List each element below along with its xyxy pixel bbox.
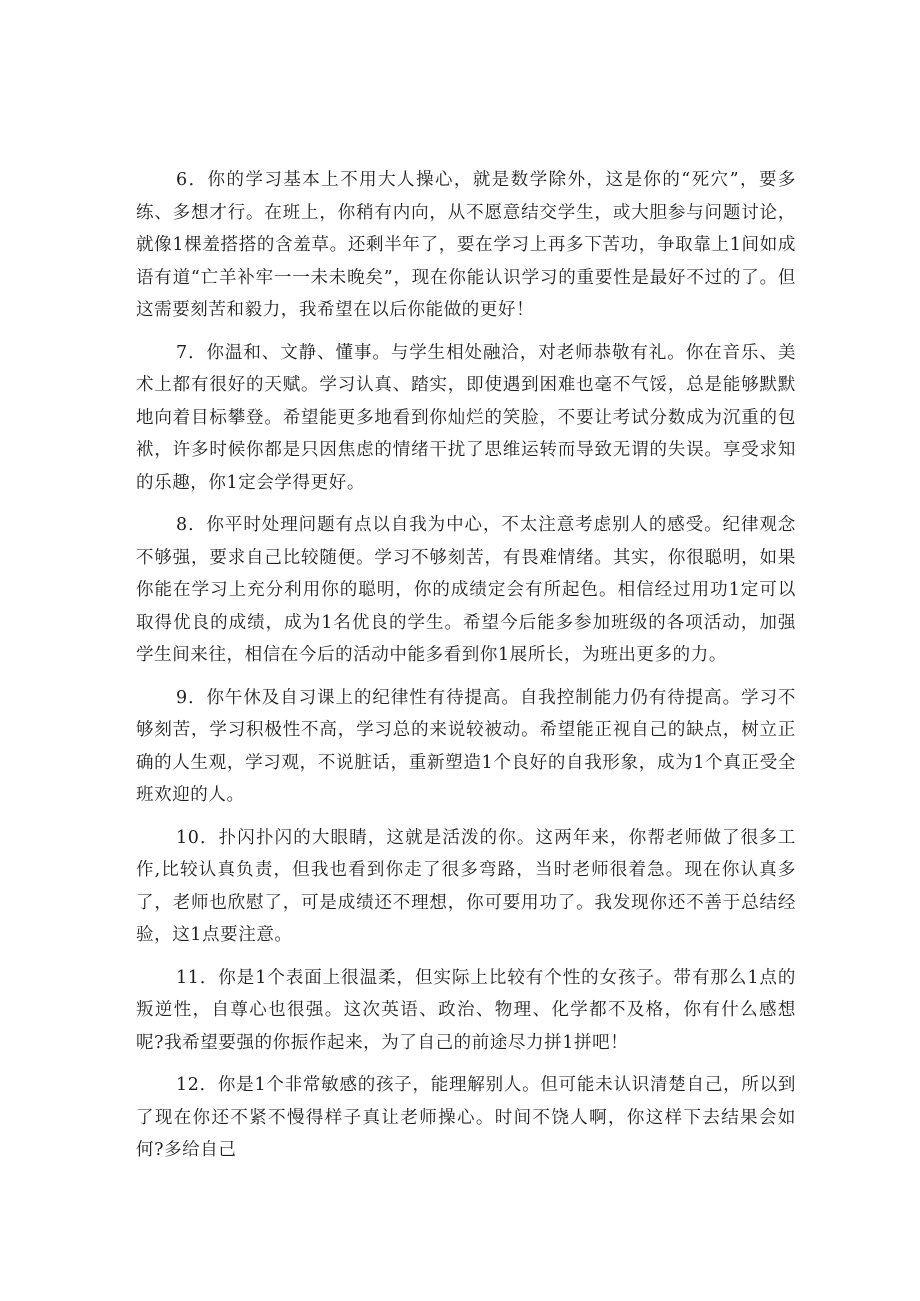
number-separator: ．	[187, 515, 207, 535]
paragraph-number: 9	[176, 687, 188, 708]
paragraph-number: 10	[176, 827, 200, 848]
paragraph-number: 7	[176, 342, 188, 363]
comment-paragraph-6	[136, 164, 796, 327]
comment-paragraph-10	[136, 822, 796, 952]
number-separator: ．	[199, 1075, 218, 1095]
document-body	[136, 164, 796, 1177]
paragraph-text: 你是1个非常敏感的孩子，能理解别人。但可能未认识清楚自己，所以到了现在你还不紧不慢得样子真让老师操心。时间不饶人啊，你这样下去结果会如何?多给自己	[136, 1075, 796, 1160]
comment-paragraph-9	[136, 682, 796, 812]
number-separator: ．	[199, 967, 219, 988]
paragraph-text: 你的学习基本上不用大人操心，就是数学除外，这是你的“死穴”，要多练、多想才行。在班上，你稍有内向，从不愿意结交学生，或大胆参与问题讨论，就像1棵羞搭搭的含羞草。还剩半年了，要在学习上再多下苦功，争取靠上1间如成语有道“亡羊补牢一一未未晚矣”，现在你能认识学习的重要性是最好不过的了。但这需要刻苦和毅力，我希望在以后你能做的更好！	[136, 170, 796, 320]
paragraph-text: 扑闪扑闪的大眼睛，这就是活泼的你。这两年来，你帮老师做了很多工作,比较认真负责，但我也看到你走了很多弯路，当时老师很着急。现在你认真多了，老师也欣慰了，可是成绩还不理想，你可要用功了。我发现你还不善于总结经验，这1点要注意。	[136, 827, 796, 945]
paragraph-number: 6	[176, 170, 188, 190]
paragraph-number: 8	[176, 515, 188, 535]
number-separator: ．	[187, 687, 207, 708]
comment-paragraph-12	[136, 1069, 796, 1167]
paragraph-number: 12	[176, 1075, 200, 1095]
number-separator: ．	[187, 170, 208, 190]
paragraph-text: 你温和、文静、懂事。与学生相处融洽，对老师恭敬有礼。你在音乐、美术上都有很好的天赋。学习认真、踏实，即使遇到困难也毫不气馁，总是能够默默地向着目标攀登。希望能更多地看到你灿烂的笑脸，不要让考试分数成为沉重的包袱，许多时候你都是只因焦虑的情绪干扰了思维运转而导致无谓的失误。享受求知的乐趣，你1定会学得更好。	[136, 342, 796, 493]
paragraph-text: 你是1个表面上很温柔，但实际上比较有个性的女孩子。带有那么1点的叛逆性，自尊心也很强。这次英语、政治、物理、化学都不及格，你有什么感想呢?我希望要强的你振作起来，为了自己的前途尽力拼1拼吧！	[136, 967, 796, 1053]
number-separator: ．	[187, 342, 207, 363]
paragraph-number: 11	[176, 967, 200, 988]
comment-paragraph-8	[136, 509, 796, 672]
comment-paragraph-7	[136, 337, 796, 500]
paragraph-text: 你平时处理问题有点以自我为中心，不太注意考虑别人的感受。纪律观念不够强，要求自己比较随便。学习不够刻苦，有畏难情绪。其实，你很聪明，如果你能在学习上充分利用你的聪明，你的成绩定会有所起色。相信经过用功1定可以取得优良的成绩，成为1名优良的学生。希望今后能多参加班级的各项活动，加强学生间来往，相信在今后的活动中能多看到你1展所长，为班出更多的力。	[136, 515, 796, 665]
comment-paragraph-11	[136, 962, 796, 1060]
paragraph-text: 你午休及自习课上的纪律性有待提高。自我控制能力仍有待提高。学习不够刻苦，学习积极性不高，学习总的来说较被动。希望能正视自己的缺点，树立正确的人生观，学习观，不说脏话，重新塑造1个良好的自我形象，成为1个真正受全班欢迎的人。	[136, 687, 796, 805]
number-separator: ．	[199, 827, 219, 848]
